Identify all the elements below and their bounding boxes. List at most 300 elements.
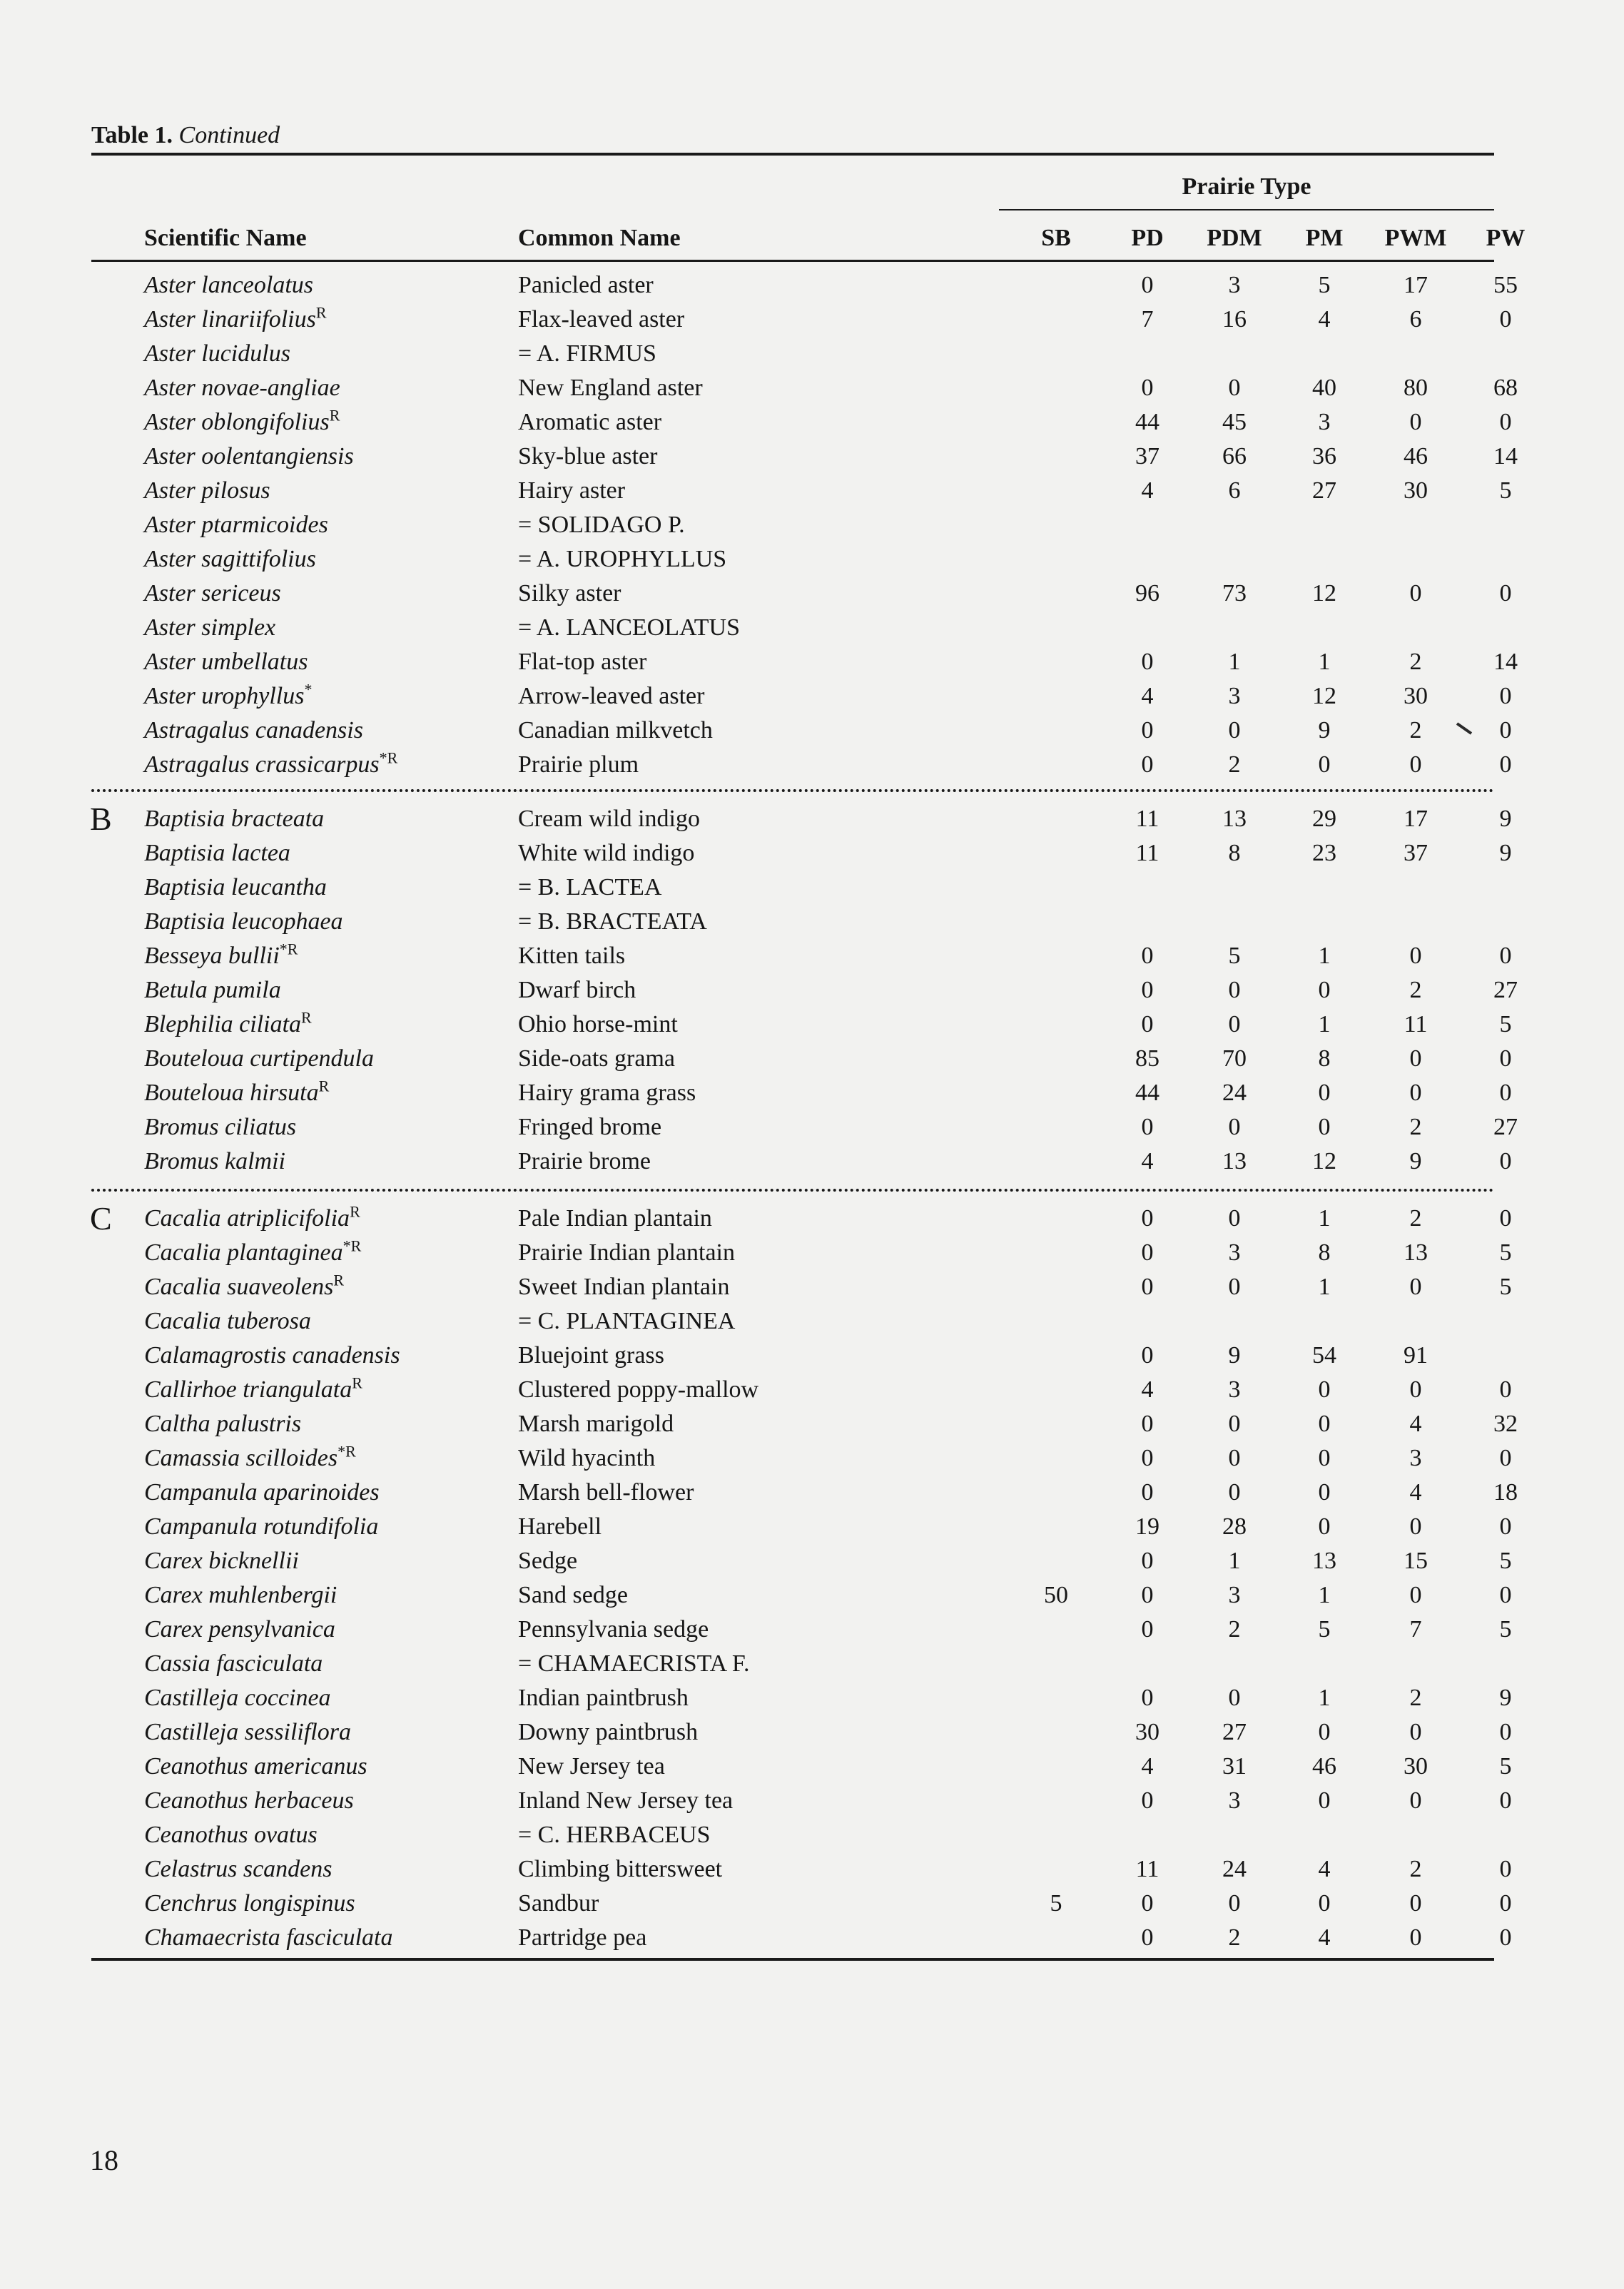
pw-value-cell: 18 — [1493, 1479, 1518, 1506]
pd-value-cell: 0 — [1141, 751, 1154, 778]
pdm-value-cell: 0 — [1228, 717, 1241, 743]
scientific-name-marker: R — [333, 1271, 345, 1289]
pw-value-cell: 0 — [1499, 1080, 1512, 1106]
pm-value-cell: 13 — [1312, 1548, 1336, 1574]
pw-value-cell: 0 — [1499, 306, 1512, 333]
sb-value-cell: 5 — [1050, 1890, 1062, 1917]
pdm-value-cell: 70 — [1222, 1045, 1247, 1072]
scientific-name: Bouteloua hirsuta — [144, 1080, 319, 1106]
common-name-cell: Bluejoint grass — [518, 1342, 664, 1369]
pm-value-cell: 0 — [1318, 751, 1331, 778]
pw-value-cell: 5 — [1499, 1274, 1512, 1300]
pm-value-cell: 12 — [1312, 580, 1336, 606]
scientific-name-cell — [144, 1887, 355, 1921]
pdm-value-cell: 13 — [1222, 806, 1247, 832]
pd-value-cell: 7 — [1141, 306, 1154, 333]
pdm-value-cell: 3 — [1228, 1787, 1241, 1814]
common-name-cell: Sedge — [518, 1548, 578, 1574]
table-row — [0, 1681, 1624, 1715]
pwm-value-cell: 13 — [1404, 1239, 1428, 1266]
pwm-value-cell: 7 — [1409, 1616, 1422, 1643]
common-name-cell: White wild indigo — [518, 840, 695, 866]
scientific-name: Baptisia leucophaea — [144, 908, 343, 935]
scientific-name-marker: R — [301, 1008, 312, 1027]
pm-value-cell: 0 — [1318, 1890, 1331, 1917]
scientific-name-cell — [144, 973, 281, 1008]
pwm-value-cell: 0 — [1409, 409, 1422, 435]
common-name-cell: Pennsylvania sedge — [518, 1616, 709, 1643]
common-name-cell: Wild hyacinth — [518, 1445, 656, 1471]
scientific-name-cell — [144, 1144, 285, 1179]
common-name-cell: Pale Indian plantain — [518, 1205, 712, 1232]
pm-value-cell: 0 — [1318, 1114, 1331, 1140]
prairie-type-header: Prairie Type — [1182, 173, 1311, 200]
pm-value-cell: 8 — [1318, 1045, 1331, 1072]
pm-value-cell: 0 — [1318, 1080, 1331, 1106]
pd-value-cell: 0 — [1141, 1411, 1154, 1437]
common-name-cell: Fringed brome — [518, 1114, 662, 1140]
pwm-value-cell: 0 — [1409, 1719, 1422, 1745]
common-name-cell: Dwarf birch — [518, 977, 636, 1003]
common-name-cell: Flat-top aster — [518, 649, 647, 675]
pwm-value-cell: 2 — [1409, 1685, 1422, 1711]
pdm-value-cell: 0 — [1228, 1114, 1241, 1140]
pw-value-cell: 5 — [1499, 1753, 1512, 1780]
table-row — [0, 1270, 1624, 1304]
pdm-value-cell: 31 — [1222, 1753, 1247, 1780]
sb-value-cell: 50 — [1044, 1582, 1068, 1608]
common-name-cell: Harebell — [518, 1513, 602, 1540]
table-header-rule — [91, 260, 1494, 262]
pm-value-cell: 36 — [1312, 443, 1336, 470]
scientific-name: Bromus ciliatus — [144, 1114, 297, 1140]
pd-value-cell: 0 — [1141, 1582, 1154, 1608]
pm-value-cell: 9 — [1318, 717, 1331, 743]
table-row — [0, 1647, 1624, 1681]
pw-value-cell: 9 — [1499, 840, 1512, 866]
pd-value-cell: 0 — [1141, 1787, 1154, 1814]
pm-value-cell: 4 — [1318, 306, 1331, 333]
scientific-name-marker: *R — [279, 940, 298, 958]
pd-value-cell: 0 — [1141, 1205, 1154, 1232]
pwm-value-cell: 80 — [1404, 375, 1428, 401]
table-row — [0, 1236, 1624, 1270]
scientific-name: Calamagrostis canadensis — [144, 1342, 400, 1369]
pdm-value-cell: 1 — [1228, 649, 1241, 675]
pm-value-cell: 40 — [1312, 375, 1336, 401]
pdm-value-cell: 2 — [1228, 751, 1241, 778]
pd-value-cell: 4 — [1141, 477, 1154, 504]
pm-value-cell: 0 — [1318, 1513, 1331, 1540]
pdm-value-cell: 0 — [1228, 1445, 1241, 1471]
scientific-name-marker: R — [350, 1202, 360, 1221]
pw-value-cell: 0 — [1499, 1148, 1512, 1174]
pdm-value-cell: 27 — [1222, 1719, 1247, 1745]
scientific-name-cell — [144, 1476, 380, 1510]
pdm-value-cell: 24 — [1222, 1856, 1247, 1882]
table-row — [0, 1476, 1624, 1510]
pd-value-cell: 4 — [1141, 683, 1154, 709]
scientific-name: Aster oblongifolius — [144, 409, 330, 435]
common-name-cell: Prairie Indian plantain — [518, 1239, 736, 1266]
table-row — [0, 1110, 1624, 1144]
scientific-name: Ceanothus ovatus — [144, 1822, 318, 1848]
pdm-value-cell: 0 — [1228, 1274, 1241, 1300]
pwm-value-cell: 4 — [1409, 1479, 1422, 1506]
pw-value-cell: 55 — [1493, 272, 1518, 298]
common-name-cell: Marsh bell-flower — [518, 1479, 694, 1506]
table-row — [0, 973, 1624, 1008]
pdm-value-cell: 0 — [1228, 1479, 1241, 1506]
pd-value-cell: 0 — [1141, 375, 1154, 401]
table-row — [0, 905, 1624, 939]
scientific-name: Betula pumila — [144, 977, 281, 1003]
scientific-name-cell — [144, 1110, 296, 1144]
pwm-value-cell: 17 — [1404, 806, 1428, 832]
pd-value-cell: 11 — [1135, 806, 1159, 832]
scientific-name: Baptisia lactea — [144, 840, 290, 866]
scientific-name: Cacalia tuberosa — [144, 1308, 311, 1334]
common-name-cell: New Jersey tea — [518, 1753, 665, 1780]
common-name-cell: Hairy aster — [518, 477, 626, 504]
table-top-rule — [91, 153, 1494, 156]
pwm-value-cell: 0 — [1409, 1924, 1422, 1951]
scientific-name: Astragalus canadensis — [144, 717, 363, 743]
table-row — [0, 474, 1624, 508]
pw-value-cell: 0 — [1499, 1205, 1512, 1232]
pd-value-cell: 4 — [1141, 1753, 1154, 1780]
common-name-cell: Side-oats grama — [518, 1045, 675, 1072]
pw-value-cell: 0 — [1499, 580, 1512, 606]
pdm-value-cell: 9 — [1228, 1342, 1241, 1369]
pd-value-cell: 0 — [1141, 272, 1154, 298]
pwm-value-cell: 0 — [1409, 1787, 1422, 1814]
scientific-name-cell — [144, 1304, 311, 1339]
pw-value-cell: 0 — [1499, 1513, 1512, 1540]
scientific-name: Aster lanceolatus — [144, 272, 314, 298]
scientific-name: Carex pensylvanica — [144, 1616, 335, 1643]
table-row — [0, 1887, 1624, 1921]
pwm-value-cell: 0 — [1409, 1274, 1422, 1300]
pd-value-cell: 0 — [1141, 1890, 1154, 1917]
table-caption — [91, 120, 280, 151]
pdm-value-cell: 3 — [1228, 1376, 1241, 1403]
pdm-value-cell: 66 — [1222, 443, 1247, 470]
pw-value-cell: 27 — [1493, 1114, 1518, 1140]
pd-value-cell: 19 — [1135, 1513, 1159, 1540]
scientific-name-cell — [144, 1373, 362, 1407]
pw-value-cell: 0 — [1499, 1376, 1512, 1403]
common-name-cell: Inland New Jersey tea — [518, 1787, 734, 1814]
pd-value-cell: 0 — [1141, 977, 1154, 1003]
scientific-name-cell — [144, 440, 354, 474]
pwm-value-cell: 9 — [1409, 1148, 1422, 1174]
scientific-name: Carex bicknellii — [144, 1548, 299, 1574]
scientific-name: Campanula aparinoides — [144, 1479, 380, 1506]
scientific-name-cell — [144, 542, 316, 577]
table-row — [0, 371, 1624, 405]
pd-value-cell: 0 — [1141, 717, 1154, 743]
scientific-name: Baptisia bracteata — [144, 806, 325, 832]
scientific-name-cell — [144, 371, 340, 405]
pw-value-cell: 0 — [1499, 1045, 1512, 1072]
scientific-name: Aster novae-angliae — [144, 375, 340, 401]
pm-value-cell: 27 — [1312, 477, 1336, 504]
table-row — [0, 1510, 1624, 1544]
pw-value-cell: 9 — [1499, 1685, 1512, 1711]
common-name-cell: Hairy grama grass — [518, 1080, 696, 1106]
pwm-value-cell: 0 — [1409, 1513, 1422, 1540]
common-name-cell: Sandbur — [518, 1890, 599, 1917]
pdm-value-cell: 2 — [1228, 1924, 1241, 1951]
pd-value-cell: 4 — [1141, 1148, 1154, 1174]
pd-value-cell: 0 — [1141, 649, 1154, 675]
pm-value-cell: 1 — [1318, 1274, 1331, 1300]
header-pm: PM — [1305, 225, 1344, 251]
pwm-value-cell: 2 — [1409, 1205, 1422, 1232]
pwm-value-cell: 37 — [1404, 840, 1428, 866]
header-pw: PW — [1486, 225, 1526, 251]
header-pd: PD — [1131, 225, 1164, 251]
pm-value-cell: 0 — [1318, 1479, 1331, 1506]
table-row — [0, 802, 1624, 836]
scientific-name: Celastrus scandens — [144, 1856, 333, 1882]
scientific-name: Cacalia plantaginea — [144, 1239, 343, 1266]
scientific-name-cell — [144, 802, 324, 836]
table-row — [0, 1373, 1624, 1407]
header-scientific-name: Scientific Name — [144, 225, 307, 251]
pdm-value-cell: 8 — [1228, 840, 1241, 866]
pm-value-cell: 3 — [1318, 409, 1331, 435]
scientific-name: Blephilia ciliata — [144, 1011, 302, 1037]
pdm-value-cell: 3 — [1228, 272, 1241, 298]
pm-value-cell: 0 — [1318, 1445, 1331, 1471]
pw-value-cell: 5 — [1499, 1548, 1512, 1574]
pdm-value-cell: 0 — [1228, 1205, 1241, 1232]
pwm-value-cell: 6 — [1409, 306, 1422, 333]
pwm-value-cell: 0 — [1409, 1890, 1422, 1917]
pwm-value-cell: 30 — [1404, 1753, 1428, 1780]
table-row — [0, 1144, 1624, 1179]
table-caption-label: Table 1. — [91, 122, 173, 148]
scientific-name: Aster linariifolius — [144, 306, 316, 333]
pd-value-cell: 0 — [1141, 1114, 1154, 1140]
scientific-name-cell — [144, 1441, 356, 1476]
pdm-value-cell: 3 — [1228, 1239, 1241, 1266]
table-row — [0, 1008, 1624, 1042]
pdm-value-cell: 0 — [1228, 1411, 1241, 1437]
table-row — [0, 337, 1624, 371]
pw-value-cell: 5 — [1499, 1616, 1512, 1643]
table-row — [0, 645, 1624, 679]
scientific-name-marker: R — [352, 1374, 362, 1392]
common-name-cell: Flax-leaved aster — [518, 306, 685, 333]
common-name-cell: Marsh marigold — [518, 1411, 674, 1437]
scientific-name-cell — [144, 337, 290, 371]
pd-value-cell: 0 — [1141, 1616, 1154, 1643]
table-row — [0, 577, 1624, 611]
common-name-cell: = C. HERBACEUS — [518, 1822, 711, 1848]
scientific-name: Ceanothus americanus — [144, 1753, 367, 1780]
scientific-name-marker: *R — [379, 748, 398, 767]
scientific-name-cell — [144, 905, 343, 939]
common-name-cell: = A. LANCEOLATUS — [518, 614, 741, 641]
scientific-name-cell — [144, 1339, 400, 1373]
pdm-value-cell: 0 — [1228, 1011, 1241, 1037]
pm-value-cell: 29 — [1312, 806, 1336, 832]
table-row — [0, 1818, 1624, 1852]
pm-value-cell: 1 — [1318, 1685, 1331, 1711]
scientific-name-cell — [144, 645, 308, 679]
pd-value-cell: 0 — [1141, 1548, 1154, 1574]
scientific-name-cell — [144, 1681, 331, 1715]
pw-value-cell: 0 — [1499, 1582, 1512, 1608]
scientific-name: Besseya bullii — [144, 943, 280, 969]
scientific-name-cell — [144, 1042, 374, 1076]
table-row — [0, 714, 1624, 748]
pd-value-cell: 0 — [1141, 1685, 1154, 1711]
pdm-value-cell: 3 — [1228, 1582, 1241, 1608]
pw-value-cell: 5 — [1499, 477, 1512, 504]
pwm-value-cell: 0 — [1409, 1582, 1422, 1608]
scientific-name-cell — [144, 679, 312, 714]
pd-value-cell: 0 — [1141, 1924, 1154, 1951]
pw-value-cell: 9 — [1499, 806, 1512, 832]
pm-value-cell: 1 — [1318, 1011, 1331, 1037]
table-row — [0, 508, 1624, 542]
scientific-name: Cassia fasciculata — [144, 1650, 323, 1677]
pm-value-cell: 46 — [1312, 1753, 1336, 1780]
pwm-value-cell: 30 — [1404, 683, 1428, 709]
table-row — [0, 1921, 1624, 1955]
common-name-cell: = B. BRACTEATA — [518, 908, 707, 935]
table-row — [0, 405, 1624, 440]
common-name-cell: = B. LACTEA — [518, 874, 662, 900]
table-row — [0, 1202, 1624, 1236]
common-name-cell: = C. PLANTAGINEA — [518, 1308, 736, 1334]
table-row — [0, 1784, 1624, 1818]
scientific-name-cell — [144, 1578, 337, 1613]
pdm-value-cell: 45 — [1222, 409, 1247, 435]
common-name-cell: Partridge pea — [518, 1924, 647, 1951]
scientific-name: Castilleja coccinea — [144, 1685, 331, 1711]
scientific-name: Aster simplex — [144, 614, 276, 641]
pw-value-cell: 0 — [1499, 1856, 1512, 1882]
pd-value-cell: 4 — [1141, 1376, 1154, 1403]
pd-value-cell: 11 — [1135, 840, 1159, 866]
common-name-cell: Kitten tails — [518, 943, 626, 969]
pd-value-cell: 0 — [1141, 1011, 1154, 1037]
pdm-value-cell: 24 — [1222, 1080, 1247, 1106]
scientific-name: Caltha palustris — [144, 1411, 302, 1437]
pwm-value-cell: 3 — [1409, 1445, 1422, 1471]
pwm-value-cell: 2 — [1409, 977, 1422, 1003]
scientific-name: Astragalus crassicarpus — [144, 751, 380, 778]
scientific-name: Aster urophyllus — [144, 683, 305, 709]
pdm-value-cell: 0 — [1228, 375, 1241, 401]
table-bottom-rule — [91, 1958, 1494, 1961]
scientific-name: Aster ptarmicoides — [144, 512, 328, 538]
scientific-name: Cacalia suaveolens — [144, 1274, 334, 1300]
pd-value-cell: 0 — [1141, 1239, 1154, 1266]
scientific-name: Chamaecrista fasciculata — [144, 1924, 393, 1951]
section-separator — [91, 1189, 1494, 1192]
scientific-name-cell — [144, 508, 328, 542]
scientific-name-cell — [144, 1202, 360, 1236]
pdm-value-cell: 1 — [1228, 1548, 1241, 1574]
pdm-value-cell: 5 — [1228, 943, 1241, 969]
table-row — [0, 871, 1624, 905]
scientific-name-cell — [144, 1270, 344, 1304]
table-row — [0, 303, 1624, 337]
pw-value-cell: 0 — [1499, 1924, 1512, 1951]
scientific-name-cell — [144, 939, 298, 973]
pdm-value-cell: 13 — [1222, 1148, 1247, 1174]
pd-value-cell: 85 — [1135, 1045, 1159, 1072]
common-name-cell: Downy paintbrush — [518, 1719, 699, 1745]
common-name-cell: Cream wild indigo — [518, 806, 700, 832]
common-name-cell: Canadian milkvetch — [518, 717, 713, 743]
scientific-name-cell — [144, 474, 270, 508]
scientific-name-cell — [144, 1921, 392, 1955]
table-caption-text: Continued — [178, 122, 280, 148]
table-row — [0, 1578, 1624, 1613]
scientific-name: Cenchrus longispinus — [144, 1890, 355, 1917]
scientific-name-cell — [144, 1407, 301, 1441]
pm-value-cell: 23 — [1312, 840, 1336, 866]
common-name-cell: = A. UROPHYLLUS — [518, 546, 727, 572]
scientific-name-marker: R — [315, 303, 327, 322]
pwm-value-cell: 4 — [1409, 1411, 1422, 1437]
scientific-name: Bouteloua curtipendula — [144, 1045, 375, 1072]
table-row — [0, 1715, 1624, 1750]
pd-value-cell: 0 — [1141, 1445, 1154, 1471]
pd-value-cell: 37 — [1135, 443, 1159, 470]
scientific-name-cell — [144, 268, 313, 303]
pwm-value-cell: 2 — [1409, 649, 1422, 675]
scientific-name: Bromus kalmii — [144, 1148, 286, 1174]
pm-value-cell: 0 — [1318, 1787, 1331, 1814]
pwm-value-cell: 46 — [1404, 443, 1428, 470]
common-name-cell: Climbing bittersweet — [518, 1856, 723, 1882]
header-pdm: PDM — [1207, 225, 1262, 251]
table-row — [0, 939, 1624, 973]
table-row — [0, 1613, 1624, 1647]
common-name-cell: Clustered poppy-mallow — [518, 1376, 759, 1403]
pdm-value-cell: 73 — [1222, 580, 1247, 606]
pd-value-cell: 44 — [1135, 409, 1159, 435]
pw-value-cell: 0 — [1499, 943, 1512, 969]
pdm-value-cell: 6 — [1228, 477, 1241, 504]
pw-value-cell: 0 — [1499, 1890, 1512, 1917]
table-row — [0, 1304, 1624, 1339]
header-sb: SB — [1041, 225, 1071, 251]
pw-value-cell: 5 — [1499, 1011, 1512, 1037]
pw-value-cell: 0 — [1499, 751, 1512, 778]
pwm-value-cell: 2 — [1409, 1114, 1422, 1140]
scientific-name: Aster pilosus — [144, 477, 270, 504]
scientific-name-cell — [144, 1544, 299, 1578]
section-letter: C — [90, 1200, 112, 1237]
pwm-value-cell: 0 — [1409, 943, 1422, 969]
pm-value-cell: 0 — [1318, 1376, 1331, 1403]
scientific-name: Castilleja sessiliflora — [144, 1719, 351, 1745]
header-pwm: PWM — [1384, 225, 1447, 251]
scientific-name-marker: * — [304, 680, 313, 699]
common-name-cell: Indian paintbrush — [518, 1685, 689, 1711]
common-name-cell: Prairie plum — [518, 751, 639, 778]
pm-value-cell: 1 — [1318, 943, 1331, 969]
